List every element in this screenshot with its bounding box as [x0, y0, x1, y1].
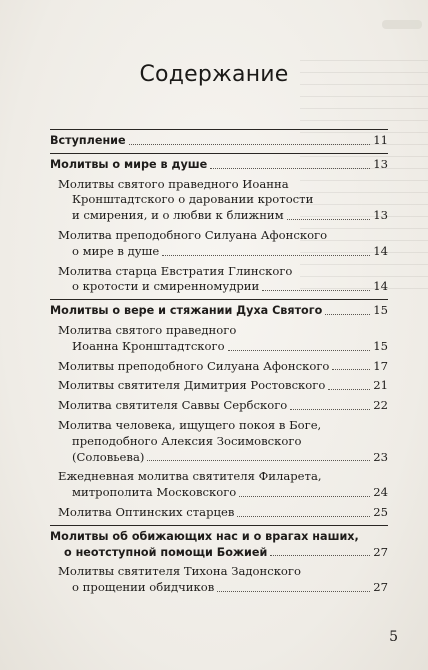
toc-entry-text: преподобного Алексия Зосимовского — [72, 433, 302, 448]
toc-page-number: 11 — [373, 133, 388, 147]
dot-leader — [332, 369, 370, 370]
toc-page-number: 25 — [373, 504, 388, 519]
toc-entry-text: Молитва старца Евстратия Глинского — [58, 263, 293, 278]
section-rule — [50, 299, 388, 300]
toc-section-entry[interactable] — [50, 303, 388, 319]
toc-subentry[interactable] — [50, 359, 388, 375]
toc-subentry[interactable] — [50, 378, 388, 394]
toc-page-number: 15 — [373, 303, 388, 318]
toc-entry-text: и смирения, и о любви к ближним — [72, 208, 284, 223]
toc-entry-text: Молитвы святителя Тихона Задонского — [58, 564, 301, 579]
toc-subentry[interactable] — [50, 228, 388, 260]
toc-page-number: 17 — [373, 358, 388, 373]
toc-entry-text: Молитва человека, ищущего покоя в Боге, — [58, 417, 322, 432]
dot-leader — [237, 516, 370, 517]
dot-leader — [228, 350, 371, 351]
toc-entry-text: Молитвы святителя Димитрия Ростовского — [58, 378, 326, 393]
dot-leader — [162, 255, 370, 256]
toc-page-number: 27 — [373, 544, 388, 559]
toc-subentry[interactable] — [50, 505, 388, 521]
dot-leader — [210, 168, 370, 169]
page-title: Содержание — [139, 62, 289, 87]
dot-leader — [129, 144, 371, 145]
dot-leader — [217, 591, 370, 592]
toc-entry-text: Кронштадтского о даровании кротости — [72, 192, 314, 207]
toc-subentry[interactable] — [50, 323, 388, 355]
toc-entry-text: (Соловьева) — [72, 449, 145, 464]
dot-leader — [262, 290, 370, 291]
toc-entry-text: о прощении обидчиков — [72, 580, 215, 595]
dot-leader — [239, 496, 370, 497]
toc-page-number: 27 — [373, 580, 388, 595]
toc-entry-text: о мире в душе — [72, 243, 160, 258]
toc-entry-text: Иоанна Кронштадтского — [72, 338, 225, 353]
toc-entry-text: митрополита Московского — [72, 485, 237, 500]
toc-subentry[interactable] — [50, 398, 388, 414]
toc-entry-text: Вступление — [50, 134, 126, 147]
toc-page-number: 14 — [373, 243, 388, 258]
section-rule — [50, 153, 388, 154]
toc-entry-text: Молитва преподобного Силуана Афонского — [58, 227, 328, 242]
toc-section-entry[interactable] — [50, 133, 388, 149]
dot-leader — [147, 460, 370, 461]
toc-subentry[interactable] — [50, 469, 388, 501]
toc-entry-text: Молитвы о вере и стяжании Духа Святого — [50, 304, 323, 318]
toc-subentry[interactable] — [50, 418, 388, 465]
corner-smudge — [382, 20, 422, 29]
toc-subentry[interactable] — [50, 264, 388, 296]
toc-subentry[interactable] — [50, 564, 388, 596]
toc-entry-text: Молитва святого праведного — [58, 322, 237, 337]
toc-page-number: 13 — [373, 156, 388, 171]
toc-subentry[interactable] — [50, 177, 388, 224]
dot-leader — [328, 389, 370, 390]
table-of-contents — [50, 129, 388, 596]
toc-page-number: 24 — [373, 485, 388, 500]
dot-leader — [270, 555, 370, 556]
toc-entry-text: о неотступной помощи Божией — [64, 545, 268, 559]
toc-entry-text: Молитва святителя Саввы Сербского — [58, 398, 288, 413]
toc-page-number: 21 — [373, 378, 388, 393]
page-number: 5 — [389, 629, 398, 645]
toc-page-number: 13 — [373, 208, 388, 223]
dot-leader — [290, 409, 370, 410]
toc-entry-text: Молитвы преподобного Силуана Афонского — [58, 358, 330, 373]
toc-entry-text: Молитвы о мире в душе — [50, 157, 208, 171]
toc-entry-text: Молитва Оптинских старцев — [58, 504, 235, 519]
toc-page-number: 22 — [373, 398, 388, 413]
top-rule — [50, 129, 388, 130]
toc-entry-text: Ежедневная молитва святителя Филарета, — [58, 469, 322, 484]
toc-page-number: 14 — [373, 279, 388, 294]
toc-entry-text: Молитвы об обижающих нас и о врагах наших, — [50, 529, 359, 543]
toc-section-entry[interactable] — [50, 157, 388, 173]
toc-page-number: 23 — [373, 449, 388, 464]
dot-leader — [325, 314, 370, 315]
dot-leader — [287, 219, 371, 220]
toc-page-number: 15 — [373, 338, 388, 353]
toc-entry-text: Молитвы святого праведного Иоанна — [58, 176, 289, 191]
section-rule — [50, 525, 388, 526]
toc-section-entry[interactable] — [50, 529, 388, 561]
toc-entry-text: о кротости и смиренномудрии — [72, 279, 260, 294]
